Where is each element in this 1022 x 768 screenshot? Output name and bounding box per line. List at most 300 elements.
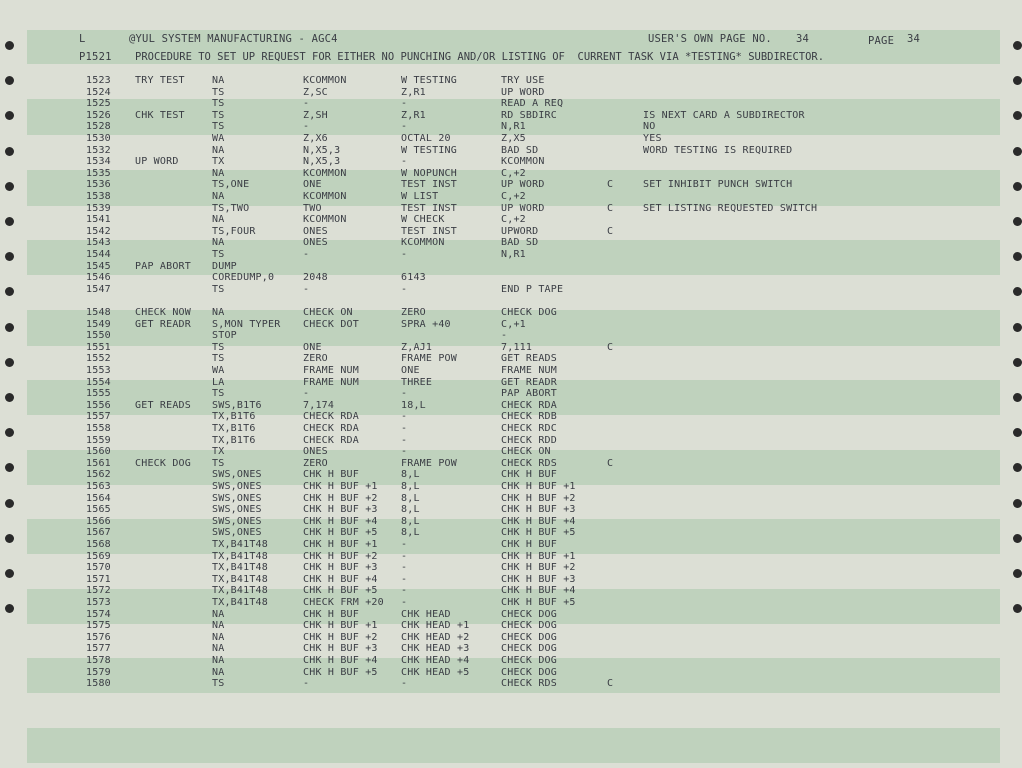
line-number: 1541 (86, 214, 111, 226)
operand-2: - (401, 597, 408, 608)
opcode-field: TX,B41T48 (212, 573, 268, 585)
operand-3: CHECK RDA (501, 399, 557, 411)
operand-1: CHK H BUF +5 (303, 585, 378, 597)
operand-1: CHECK ON (303, 307, 353, 318)
tractor-hole (1013, 428, 1022, 437)
line-number: 1559 (86, 434, 111, 446)
opcode-field: TX,B41T48 (212, 562, 268, 574)
operand-2: - (401, 434, 408, 446)
operand-2: 8,L (401, 492, 420, 504)
opcode-field: NA (212, 307, 225, 318)
line-number: 1544 (86, 249, 111, 260)
operand-1: CHK H BUF +3 (303, 562, 378, 574)
opcode-field: NA (212, 191, 225, 202)
operand-1: 7,174 (303, 399, 335, 411)
operand-3: RD SBDIRC (501, 109, 557, 121)
tractor-hole (1013, 534, 1022, 543)
header-page-label: PAGE (868, 35, 895, 47)
operand-3: TRY USE (501, 75, 545, 86)
operand-1: CHK H BUF +1 (303, 481, 378, 492)
operand-1: CHECK FRM +20 (303, 597, 384, 608)
operand-2: Z,AJ1 (401, 341, 433, 353)
operand-2: - (401, 388, 408, 400)
operand-3: CHECK DOG (501, 666, 557, 678)
operand-1: CHK H BUF +1 (303, 620, 378, 632)
operand-1: CHK H BUF (303, 469, 359, 481)
operand-2: Z,R1 (401, 109, 426, 121)
line-number: 1570 (86, 562, 111, 574)
operand-1: ONES (303, 225, 328, 237)
tractor-hole (1013, 463, 1022, 472)
operand-2: CHK HEAD +2 (401, 631, 470, 643)
green-bar (27, 728, 1000, 763)
operand-1: FRAME NUM (303, 376, 359, 388)
opcode-field: TX (212, 156, 225, 168)
comment-field: WORD TESTING IS REQUIRED (643, 144, 793, 156)
operand-3: CHECK DOG (501, 620, 557, 632)
operand-3: CHK H BUF (501, 469, 557, 481)
card-flag: C (607, 457, 614, 469)
operand-3: CHECK DOG (501, 631, 557, 643)
operand-1: ONES (303, 446, 328, 458)
opcode-field: TS (212, 249, 225, 260)
operand-3: C,+2 (501, 214, 526, 226)
operand-3: CHK H BUF +1 (501, 481, 576, 492)
operand-3: CHECK RDC (501, 423, 557, 434)
opcode-field: TX,B41T48 (212, 550, 268, 562)
operand-2: CHK HEAD +5 (401, 666, 470, 678)
operand-3: Z,X5 (501, 133, 526, 144)
opcode-field: NA (212, 167, 225, 179)
line-number: 1548 (86, 307, 111, 318)
line-number: 1557 (86, 411, 111, 423)
line-number: 1567 (86, 527, 111, 539)
tractor-hole (5, 147, 14, 156)
opcode-field: NA (212, 631, 225, 643)
operand-3: KCOMMON (501, 156, 545, 168)
header-system: @YUL SYSTEM MANUFACTURING - AGC4 (129, 33, 338, 45)
operand-3: CHK H BUF +4 (501, 515, 576, 527)
operand-2: - (401, 562, 408, 574)
opcode-field: NA (212, 144, 225, 156)
operand-3: UP WORD (501, 179, 545, 191)
operand-2: 18,L (401, 399, 426, 411)
operand-2: W CHECK (401, 214, 445, 226)
operand-3: CHECK DOG (501, 655, 557, 666)
operand-1: CHK H BUF +2 (303, 631, 378, 643)
line-number: 1539 (86, 202, 111, 214)
card-flag: C (607, 225, 614, 237)
operand-3: N,R1 (501, 249, 526, 260)
operand-3: GET READR (501, 376, 557, 388)
opcode-field: TX,B1T6 (212, 423, 256, 434)
operand-2: - (401, 446, 408, 458)
tractor-hole (1013, 217, 1022, 226)
line-number: 1555 (86, 388, 111, 400)
operand-2: - (401, 678, 408, 690)
opcode-field: STOP (212, 330, 237, 342)
operand-3: N,R1 (501, 121, 526, 133)
opcode-field: TS,ONE (212, 179, 250, 191)
operand-1: CHECK RDA (303, 423, 359, 434)
operand-2: 8,L (401, 469, 420, 481)
opcode-field: TS (212, 121, 225, 133)
line-number: 1543 (86, 237, 111, 249)
operand-2: Z,R1 (401, 86, 426, 98)
opcode-field: NA (212, 237, 225, 249)
line-number: 1577 (86, 643, 111, 655)
line-number: 1554 (86, 376, 111, 388)
tractor-hole (1013, 252, 1022, 261)
operand-3: END P TAPE (501, 283, 564, 295)
label-field: GET READS (135, 399, 191, 411)
operand-1: - (303, 98, 310, 110)
line-number: 1579 (86, 666, 111, 678)
operand-1: CHK H BUF +4 (303, 573, 378, 585)
line-number: 1575 (86, 620, 111, 632)
tractor-hole (1013, 147, 1022, 156)
opcode-field: TS (212, 283, 225, 295)
opcode-field: SWS,ONES (212, 504, 262, 516)
tractor-hole (5, 569, 14, 578)
card-flag: C (607, 202, 614, 214)
opcode-field: NA (212, 666, 225, 678)
line-number: 1573 (86, 597, 111, 608)
line-number: 1535 (86, 167, 111, 179)
line-number: 1572 (86, 585, 111, 597)
tractor-hole (5, 252, 14, 261)
opcode-field: NA (212, 75, 225, 86)
header-page-no: 34 (907, 33, 921, 45)
operand-2: W TESTING (401, 144, 457, 156)
opcode-field: SWS,B1T6 (212, 399, 262, 411)
opcode-field: TS,FOUR (212, 225, 256, 237)
line-number: 1542 (86, 225, 111, 237)
line-number: 1546 (86, 272, 111, 284)
opcode-field: TX,B41T48 (212, 585, 268, 597)
opcode-field: TS (212, 109, 225, 121)
operand-3: UP WORD (501, 202, 545, 214)
operand-1: - (303, 121, 310, 133)
label-field: CHECK DOG (135, 457, 191, 469)
operand-1: ZERO (303, 457, 328, 469)
line-number: 1565 (86, 504, 111, 516)
tractor-hole (5, 604, 14, 613)
operand-3: BAD SD (501, 144, 539, 156)
tractor-hole (5, 499, 14, 508)
operand-2: W LIST (401, 191, 439, 202)
operand-1: CHK H BUF +5 (303, 666, 378, 678)
operand-3: 7,111 (501, 341, 533, 353)
line-number: 1551 (86, 341, 111, 353)
operand-2: CHK HEAD (401, 608, 451, 620)
tractor-hole (5, 358, 14, 367)
tractor-hole (1013, 41, 1022, 50)
opcode-field: TS (212, 341, 225, 353)
operand-3: UP WORD (501, 86, 545, 98)
line-number: 1552 (86, 353, 111, 365)
operand-1: Z,SC (303, 86, 328, 98)
operand-3: CHK H BUF +3 (501, 573, 576, 585)
header-user-page-no: 34 (796, 33, 810, 45)
operand-1: 2048 (303, 272, 328, 284)
operand-3: CHK H BUF (501, 539, 557, 550)
opcode-field: TS (212, 678, 225, 690)
operand-2: 8,L (401, 515, 420, 527)
line-number: 1530 (86, 133, 111, 144)
operand-3: BAD SD (501, 237, 539, 249)
operand-1: ONES (303, 237, 328, 249)
opcode-field: NA (212, 655, 225, 666)
operand-1: Z,SH (303, 109, 328, 121)
line-number: 1550 (86, 330, 111, 342)
line-number: 1536 (86, 179, 111, 191)
line-number: 1538 (86, 191, 111, 202)
line-number: 1528 (86, 121, 111, 133)
operand-1: CHECK RDA (303, 434, 359, 446)
operand-1: CHK H BUF +4 (303, 655, 378, 666)
line-number: 1576 (86, 631, 111, 643)
label-field: UP WORD (135, 156, 179, 168)
operand-1: FRAME NUM (303, 365, 359, 376)
opcode-field: TX,B41T48 (212, 539, 268, 550)
card-flag: C (607, 341, 614, 353)
line-number: 1553 (86, 365, 111, 376)
opcode-field: NA (212, 643, 225, 655)
tractor-hole (5, 41, 14, 50)
opcode-field: LA (212, 376, 225, 388)
operand-1: CHK H BUF +2 (303, 492, 378, 504)
header-line-no: P1521 (79, 51, 112, 63)
operand-1: KCOMMON (303, 214, 347, 226)
operand-1: ONE (303, 341, 322, 353)
tractor-hole (5, 111, 14, 120)
line-number: 1532 (86, 144, 111, 156)
operand-1: Z,X6 (303, 133, 328, 144)
label-field: CHECK NOW (135, 307, 191, 318)
operand-3: CHK H BUF +4 (501, 585, 576, 597)
comment-field: NO (643, 121, 656, 133)
opcode-field: NA (212, 214, 225, 226)
opcode-field: S,MON TYPER (212, 318, 281, 330)
operand-2: FRAME POW (401, 457, 457, 469)
operand-3: C,+2 (501, 191, 526, 202)
line-number: 1534 (86, 156, 111, 168)
opcode-field: TS (212, 86, 225, 98)
operand-2: KCOMMON (401, 237, 445, 249)
tractor-hole (1013, 569, 1022, 578)
operand-3: READ A REQ (501, 98, 564, 110)
card-flag: C (607, 678, 614, 690)
tractor-hole (5, 534, 14, 543)
operand-3: - (501, 330, 508, 342)
label-field: TRY TEST (135, 75, 185, 86)
line-number: 1556 (86, 399, 111, 411)
operand-1: ZERO (303, 353, 328, 365)
tractor-hole (1013, 111, 1022, 120)
operand-1: N,X5,3 (303, 156, 341, 168)
operand-2: OCTAL 20 (401, 133, 451, 144)
operand-2: CHK HEAD +4 (401, 655, 470, 666)
operand-1: KCOMMON (303, 167, 347, 179)
operand-2: - (401, 249, 408, 260)
tractor-hole (1013, 358, 1022, 367)
operand-2: TEST INST (401, 225, 457, 237)
operand-3: CHECK RDS (501, 678, 557, 690)
operand-2: THREE (401, 376, 433, 388)
operand-2: - (401, 423, 408, 434)
operand-3: FRAME NUM (501, 365, 557, 376)
line-number: 1571 (86, 573, 111, 585)
line-number: 1545 (86, 260, 111, 272)
operand-1: TWO (303, 202, 322, 214)
operand-3: GET READS (501, 353, 557, 365)
opcode-field: NA (212, 620, 225, 632)
label-field: CHK TEST (135, 109, 185, 121)
label-field: GET READR (135, 318, 191, 330)
tractor-hole (5, 323, 14, 332)
line-number: 1561 (86, 457, 111, 469)
line-number: 1574 (86, 608, 111, 620)
line-number: 1578 (86, 655, 111, 666)
comment-field: IS NEXT CARD A SUBDIRECTOR (643, 109, 805, 121)
operand-3: CHECK DOG (501, 608, 557, 620)
opcode-field: SWS,ONES (212, 515, 262, 527)
operand-1: CHK H BUF +1 (303, 539, 378, 550)
operand-2: - (401, 585, 408, 597)
operand-1: CHK H BUF +3 (303, 643, 378, 655)
opcode-field: WA (212, 365, 225, 376)
operand-1: CHK H BUF +2 (303, 550, 378, 562)
operand-3: CHK H BUF +5 (501, 597, 576, 608)
line-number: 1560 (86, 446, 111, 458)
line-number: 1569 (86, 550, 111, 562)
operand-3: CHECK DOG (501, 643, 557, 655)
opcode-field: COREDUMP,0 (212, 272, 275, 284)
operand-2: - (401, 550, 408, 562)
operand-2: 8,L (401, 527, 420, 539)
operand-3: CHK H BUF +2 (501, 492, 576, 504)
operand-2: - (401, 539, 408, 550)
operand-2: - (401, 156, 408, 168)
operand-1: CHECK DOT (303, 318, 359, 330)
operand-2: - (401, 411, 408, 423)
line-number: 1580 (86, 678, 111, 690)
operand-2: TEST INST (401, 179, 457, 191)
operand-2: W TESTING (401, 75, 457, 86)
operand-1: CHK H BUF +3 (303, 504, 378, 516)
opcode-field: TX,B41T48 (212, 597, 268, 608)
line-number: 1562 (86, 469, 111, 481)
operand-2: 8,L (401, 481, 420, 492)
line-number: 1568 (86, 539, 111, 550)
opcode-field: TX,B1T6 (212, 434, 256, 446)
operand-3: CHK H BUF +2 (501, 562, 576, 574)
opcode-field: SWS,ONES (212, 481, 262, 492)
operand-2: FRAME POW (401, 353, 457, 365)
operand-2: - (401, 98, 408, 110)
opcode-field: SWS,ONES (212, 527, 262, 539)
tractor-hole (5, 182, 14, 191)
tractor-hole (1013, 499, 1022, 508)
operand-2: CHK HEAD +1 (401, 620, 470, 632)
operand-3: CHECK ON (501, 446, 551, 458)
operand-1: ONE (303, 179, 322, 191)
operand-3: CHECK RDS (501, 457, 557, 469)
opcode-field: TS (212, 457, 225, 469)
operand-3: C,+2 (501, 167, 526, 179)
operand-3: CHECK RDD (501, 434, 557, 446)
line-number: 1549 (86, 318, 111, 330)
opcode-field: TS (212, 98, 225, 110)
operand-1: - (303, 678, 310, 690)
operand-1: - (303, 249, 310, 260)
operand-2: SPRA +40 (401, 318, 451, 330)
tractor-hole (1013, 182, 1022, 191)
header-description: PROCEDURE TO SET UP REQUEST FOR EITHER NO PUNCHING AND/OR LISTING OF CURRENT TASK VIA *TESTING* SUBDIRECTOR. (135, 51, 825, 63)
label-field: PAP ABORT (135, 260, 191, 272)
line-number: 1525 (86, 98, 111, 110)
line-number: 1563 (86, 481, 111, 492)
tractor-hole (1013, 287, 1022, 296)
opcode-field: TS (212, 388, 225, 400)
tractor-hole (1013, 323, 1022, 332)
tractor-hole (1013, 393, 1022, 402)
operand-3: CHK H BUF +3 (501, 504, 576, 516)
operand-1: KCOMMON (303, 75, 347, 86)
operand-1: - (303, 388, 310, 400)
operand-3: C,+1 (501, 318, 526, 330)
opcode-field: WA (212, 133, 225, 144)
operand-2: - (401, 121, 408, 133)
operand-1: CHECK RDA (303, 411, 359, 423)
operand-2: TEST INST (401, 202, 457, 214)
opcode-field: TX (212, 446, 225, 458)
operand-3: CHECK DOG (501, 307, 557, 318)
operand-1: CHK H BUF +4 (303, 515, 378, 527)
operand-3: CHK H BUF +1 (501, 550, 576, 562)
operand-1: KCOMMON (303, 191, 347, 202)
opcode-field: SWS,ONES (212, 492, 262, 504)
line-number: 1526 (86, 109, 111, 121)
tractor-hole (5, 393, 14, 402)
tractor-hole (5, 76, 14, 85)
line-number: 1566 (86, 515, 111, 527)
operand-1: N,X5,3 (303, 144, 341, 156)
opcode-field: TS,TWO (212, 202, 250, 214)
tractor-hole (5, 217, 14, 226)
opcode-field: NA (212, 608, 225, 620)
operand-2: ONE (401, 365, 420, 376)
operand-2: - (401, 573, 408, 585)
comment-field: SET LISTING REQUESTED SWITCH (643, 202, 818, 214)
operand-2: CHK HEAD +3 (401, 643, 470, 655)
operand-3: CHECK RDB (501, 411, 557, 423)
line-number: 1564 (86, 492, 111, 504)
line-number: 1523 (86, 75, 111, 86)
operand-3: UPWORD (501, 225, 539, 237)
opcode-field: SWS,ONES (212, 469, 262, 481)
line-number: 1524 (86, 86, 111, 98)
operand-2: 8,L (401, 504, 420, 516)
tractor-hole (5, 287, 14, 296)
operand-2: ZERO (401, 307, 426, 318)
comment-field: SET INHIBIT PUNCH SWITCH (643, 179, 793, 191)
opcode-field: TS (212, 353, 225, 365)
operand-2: 6143 (401, 272, 426, 284)
line-number: 1547 (86, 283, 111, 295)
operand-3: CHK H BUF +5 (501, 527, 576, 539)
